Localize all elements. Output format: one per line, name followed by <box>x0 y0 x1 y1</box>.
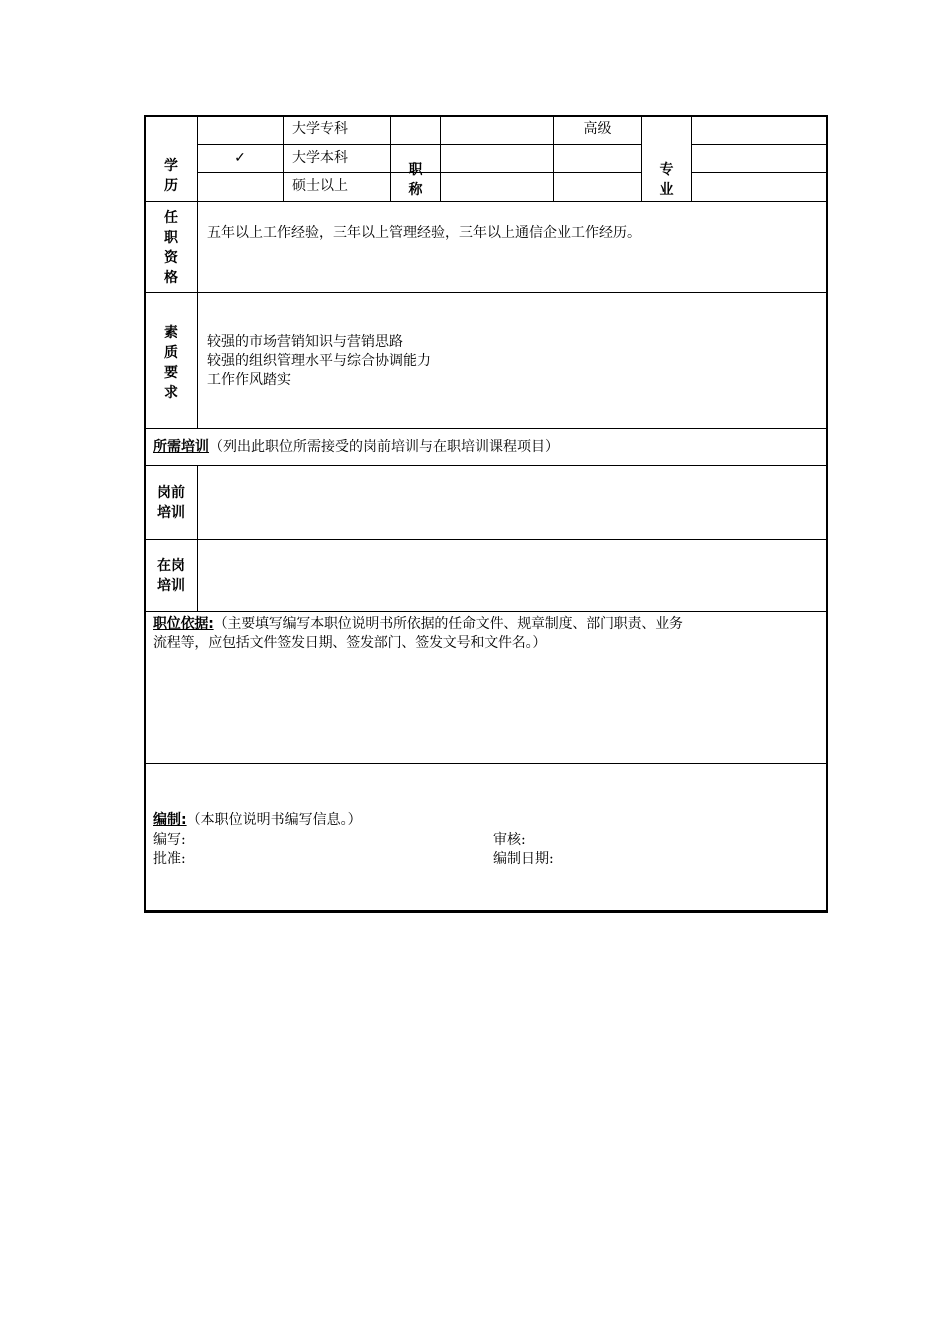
basis-note-continued: 流程等，应包括文件签发日期、签发部门、签发文号和文件名。） <box>153 635 547 651</box>
grid-line <box>691 144 827 145</box>
quality-item: 较强的市场营销知识与营销思路 <box>207 334 403 350</box>
grid-line <box>144 292 828 293</box>
pre-job-training-label: 岗前 培训 <box>157 485 185 521</box>
reviewer-label: 审核: <box>493 832 526 848</box>
grid-line <box>283 115 284 201</box>
title-level-cell[interactable]: 高级 <box>583 121 612 137</box>
training-heading: 所需培训 <box>153 439 209 455</box>
grid-line <box>691 115 692 201</box>
grid-line <box>144 611 828 612</box>
basis-note: （主要填写编写本职位说明书所依据的任命文件、规章制度、部门职责、业务 <box>213 616 683 632</box>
writer-label: 编写: <box>153 832 186 848</box>
education-option-label: 大学本科 <box>292 150 348 166</box>
grid-line <box>144 428 828 429</box>
on-job-training-content[interactable] <box>207 549 822 605</box>
basis-heading: 职位依据: <box>153 616 214 632</box>
quality-item: 较强的组织管理水平与综合协调能力 <box>207 353 431 369</box>
quality-label: 素 质 要 求 <box>164 325 178 401</box>
compile-heading: 编制: <box>153 812 187 828</box>
grid-line <box>144 465 828 466</box>
education-option-label: 硕士以上 <box>292 178 348 194</box>
major-label: 专 业 <box>659 162 674 198</box>
grid-line <box>440 144 641 145</box>
quality-list <box>207 333 822 390</box>
training-note: （列出此职位所需接受的岗前培训与在职培训课程项目） <box>209 439 559 455</box>
compile-section <box>153 811 823 830</box>
on-job-training-label: 在岗 培训 <box>157 558 185 594</box>
grid-line <box>440 115 441 201</box>
grid-line <box>144 201 828 202</box>
education-option-label: 大学专科 <box>292 121 348 137</box>
basis-section <box>153 615 825 653</box>
grid-line <box>440 172 641 173</box>
education-label: 学 历 <box>164 158 178 194</box>
grid-line <box>144 539 828 540</box>
grid-line <box>144 763 828 764</box>
grid-line <box>197 144 443 145</box>
quality-item: 工作作风踏实 <box>207 372 291 388</box>
qualification-label: 任 职 资 格 <box>164 210 178 286</box>
training-header <box>153 438 823 457</box>
grid-line <box>691 172 827 173</box>
title-label: 职 称 <box>408 162 423 198</box>
education-check-1[interactable]: ✓ <box>234 150 246 166</box>
date-label: 编制日期: <box>493 851 554 867</box>
qualification-text: 五年以上工作经验，三年以上管理经验，三年以上通信企业工作经历。 <box>207 225 641 241</box>
pre-job-training-content[interactable] <box>207 475 822 531</box>
compile-note: （本职位说明书编写信息。） <box>186 812 362 828</box>
grid-line <box>197 465 198 611</box>
approver-label: 批准: <box>153 851 186 867</box>
